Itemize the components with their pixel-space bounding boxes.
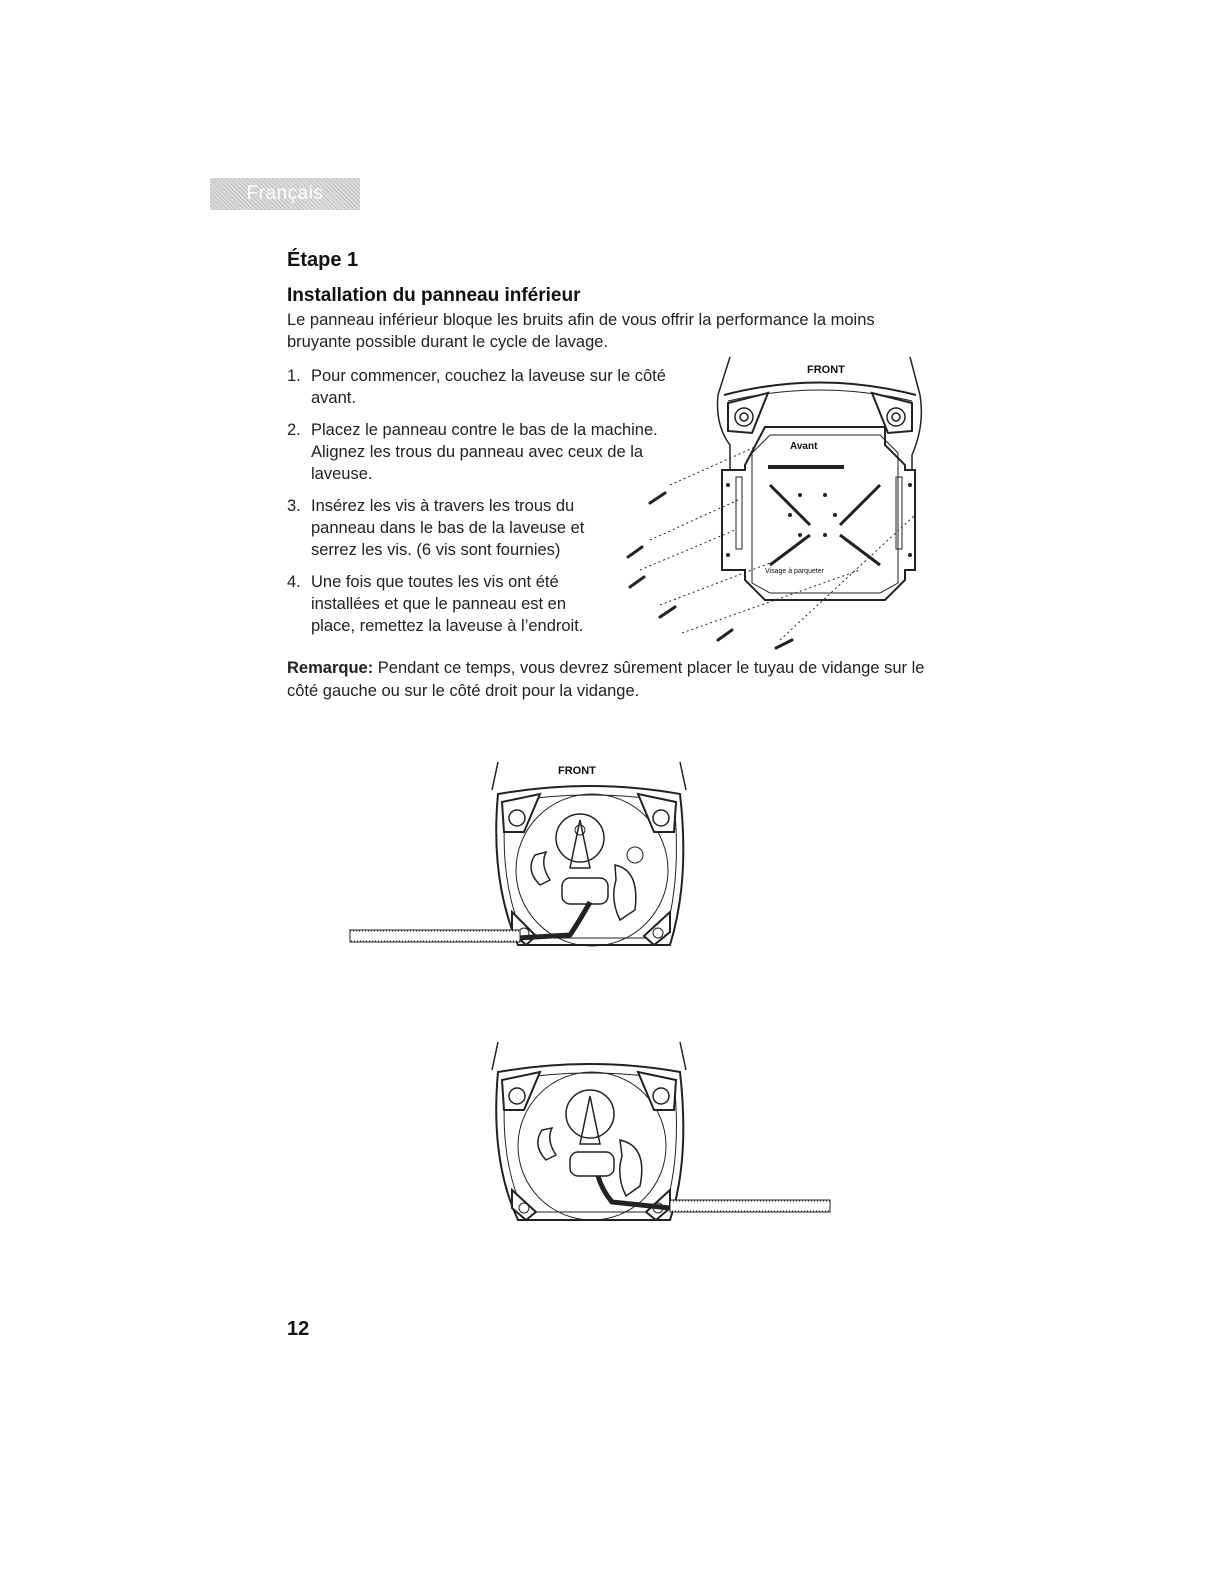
screw-icon	[776, 640, 792, 648]
step-text: Insérez les vis à travers les trous du panneau dans le bas de la laveuse et serrez les vis. (6 vis sont fournies)	[311, 497, 585, 559]
panel-installation-figure	[620, 355, 940, 655]
step-title: Étape 1	[287, 249, 359, 271]
machine-bottom-diagram	[340, 760, 700, 960]
step-number: 2.	[287, 421, 301, 439]
machine-bottom-diagram	[480, 1040, 840, 1230]
front-label: FRONT	[807, 364, 845, 376]
note-text: Pendant ce temps, vous devrez sûrement placer le tuyau de vidange sur le côté gauche ou sur le côté droit pour la vidange.	[287, 659, 925, 700]
screw-icon	[628, 547, 642, 557]
drain-hose	[670, 1200, 830, 1212]
step-text: Une fois que toutes les vis ont été installées et que le panneau est en place, remettez la laveuse à l’endroit.	[311, 573, 584, 635]
panel-top-label: Avant	[790, 441, 818, 452]
step-number: 3.	[287, 497, 301, 515]
drain-hose	[350, 930, 520, 942]
foot-icon	[728, 393, 768, 433]
page-number: 12	[287, 1318, 310, 1340]
screw-icon	[650, 493, 665, 503]
step-text: Placez le panneau contre le bas de la machine. Alignez les trous du panneau avec ceux de la laveuse.	[311, 421, 658, 483]
language-tab: Français	[210, 178, 360, 210]
panel-diagram	[620, 355, 940, 655]
screw-icon	[718, 630, 732, 640]
intro-paragraph: Le panneau inférieur bloque les bruits afin de vous offrir la performance la moins bruyante possible durant le cycle de lavage.	[287, 311, 875, 351]
section-title: Installation du panneau inférieur	[287, 285, 581, 306]
screw-icon	[630, 577, 644, 587]
drain-hose-right-figure	[480, 1040, 840, 1230]
front-label: FRONT	[558, 765, 596, 777]
panel-bottom-label: Visage à parqueter	[765, 568, 825, 575]
step-text: Pour commencer, couchez la laveuse sur le côté avant.	[311, 367, 666, 407]
note-label: Remarque:	[287, 659, 374, 677]
drain-hose-left-figure	[340, 760, 700, 960]
step-item	[287, 495, 611, 561]
step-number: 1.	[287, 367, 301, 385]
bottom-panel	[722, 427, 915, 600]
step-number: 4.	[287, 573, 301, 591]
note	[287, 657, 937, 703]
screw-icon	[660, 607, 675, 617]
step-item	[287, 571, 611, 637]
